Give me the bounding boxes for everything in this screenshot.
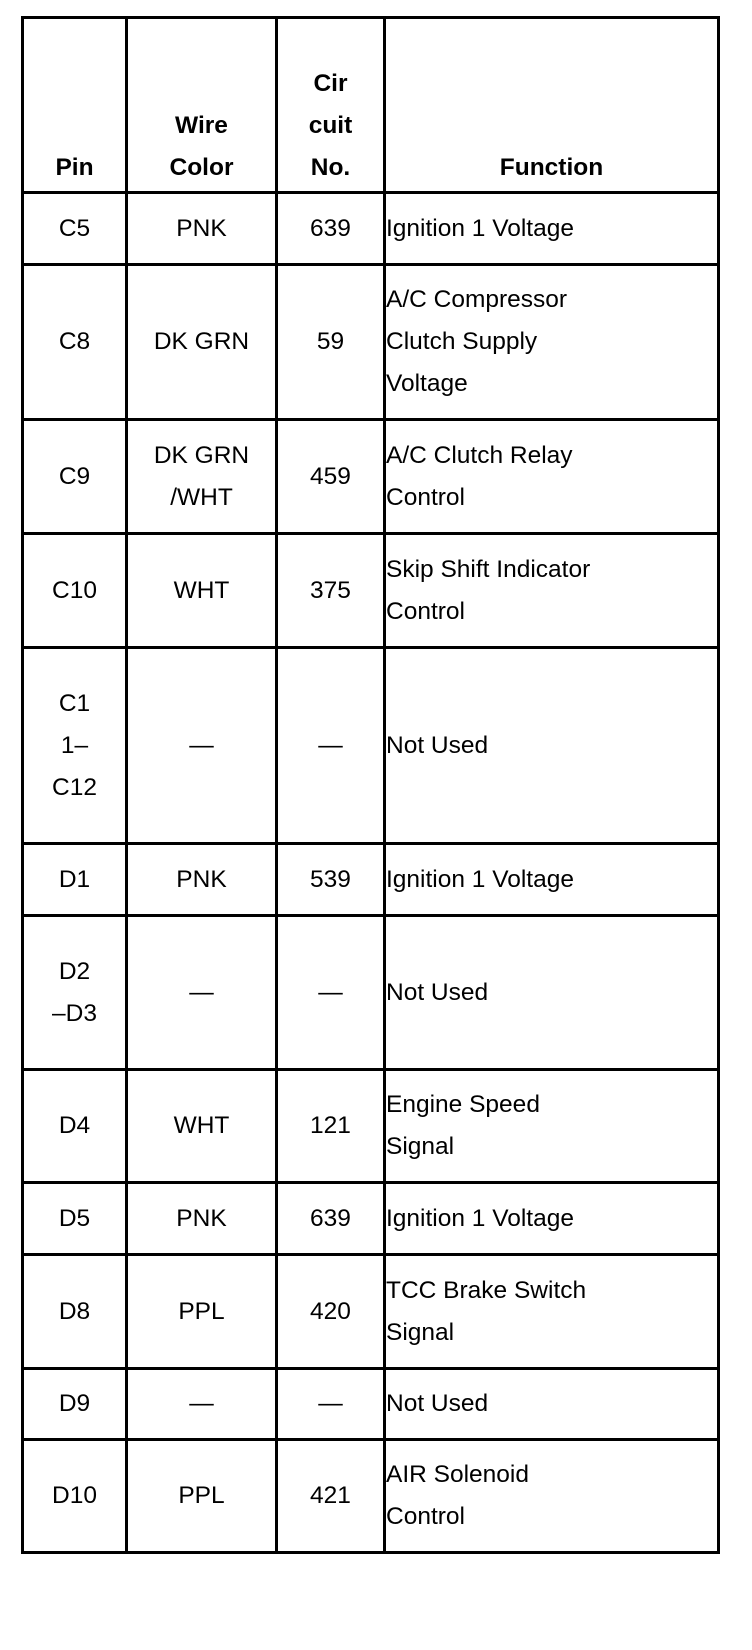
function-cell (385, 265, 719, 420)
pin-value: D4 (58, 1112, 91, 1139)
function-value: Not Used (386, 1390, 489, 1417)
table-row (23, 648, 719, 844)
pin-cell (23, 265, 127, 420)
circuit-no-cell (277, 1255, 385, 1369)
circuit-no-value: 59 (316, 328, 345, 355)
function-cell (385, 844, 719, 916)
wire-color-value: PNK (176, 1204, 227, 1232)
function-value: Not Used (386, 978, 489, 1006)
connector-pin-table (21, 16, 720, 1554)
pin-value: C8 (58, 328, 91, 355)
circuit-no-cell (277, 1369, 385, 1440)
function-value: Engine Speed Signal (386, 1091, 540, 1160)
circuit-no-value: — (318, 731, 343, 759)
pin-value: D5 (58, 1204, 91, 1232)
table-row (23, 1440, 719, 1553)
function-value: Ignition 1 Voltage (386, 214, 574, 242)
pin-value: D1 (58, 865, 91, 893)
circuit-no-cell (277, 648, 385, 844)
wire-color-cell (127, 534, 277, 648)
circuit-no-cell (277, 844, 385, 916)
pin-cell (23, 844, 127, 916)
pin-cell (23, 420, 127, 534)
pin-value: D2 –D3 (52, 957, 97, 1027)
function-cell (385, 1070, 719, 1183)
circuit-no-value: 539 (310, 865, 351, 893)
circuit-no-cell (277, 1183, 385, 1255)
circuit-no-cell (277, 1440, 385, 1553)
wire-color-value: WHT (173, 1112, 230, 1139)
wire-color-cell (127, 844, 277, 916)
header-circuit-no-label: Cir cuit No. (308, 70, 353, 181)
pin-cell (23, 1369, 127, 1440)
wire-color-value: PPL (178, 1297, 225, 1325)
pin-value: C5 (58, 214, 91, 242)
function-value: A/C Clutch Relay Control (386, 441, 573, 511)
function-cell (385, 1183, 719, 1255)
wire-color-value: DK GRN /WHT (153, 441, 250, 511)
wire-color-cell (127, 1255, 277, 1369)
function-cell (385, 534, 719, 648)
pin-cell (23, 1255, 127, 1369)
circuit-no-value: 639 (310, 1204, 351, 1232)
wire-color-value: — (189, 1390, 214, 1417)
circuit-no-cell (277, 193, 385, 265)
circuit-no-value: 639 (310, 214, 351, 242)
pin-value: C10 (52, 576, 97, 604)
table-row (23, 193, 719, 265)
table-row (23, 916, 719, 1070)
header-circuit-no (277, 18, 385, 193)
header-function-label: Function (499, 154, 604, 181)
header-wire-color-label: Wire Color (169, 112, 234, 181)
function-value: A/C Compressor Clutch Supply Voltage (386, 286, 568, 397)
circuit-no-value: — (318, 1390, 343, 1417)
wire-color-value: PNK (176, 214, 227, 242)
table-row (23, 1070, 719, 1183)
function-value: AIR Solenoid Control (386, 1461, 530, 1530)
function-cell (385, 648, 719, 844)
header-wire-color (127, 18, 277, 193)
circuit-no-value: 421 (310, 1482, 351, 1509)
pin-value: D9 (58, 1390, 91, 1417)
wire-color-cell (127, 420, 277, 534)
header-function (385, 18, 719, 193)
table-row (23, 265, 719, 420)
wire-color-value: DK GRN (153, 328, 250, 355)
pin-cell (23, 1070, 127, 1183)
function-cell (385, 193, 719, 265)
circuit-no-value: 121 (310, 1112, 351, 1139)
circuit-no-cell (277, 420, 385, 534)
pin-cell (23, 1183, 127, 1255)
wire-color-cell (127, 193, 277, 265)
pin-value: C1 1– C12 (52, 689, 97, 801)
table-row (23, 1183, 719, 1255)
pin-cell (23, 1440, 127, 1553)
function-value: Ignition 1 Voltage (386, 865, 574, 893)
pin-value: D10 (52, 1482, 97, 1509)
wire-color-cell (127, 916, 277, 1070)
header-pin (23, 18, 127, 193)
header-pin-label: Pin (55, 154, 94, 181)
table-row (23, 1255, 719, 1369)
pin-value: C9 (58, 462, 91, 490)
function-value: Skip Shift Indicator Control (386, 555, 591, 625)
pin-cell (23, 648, 127, 844)
table-row (23, 534, 719, 648)
wire-color-cell (127, 648, 277, 844)
table-header-row (23, 18, 719, 193)
circuit-no-cell (277, 916, 385, 1070)
function-value: TCC Brake Switch Signal (386, 1276, 587, 1346)
table-row (23, 1369, 719, 1440)
circuit-no-value: — (318, 978, 343, 1006)
pin-value: D8 (58, 1297, 91, 1325)
wire-color-value: PNK (176, 865, 227, 893)
pin-cell (23, 534, 127, 648)
pin-cell (23, 916, 127, 1070)
circuit-no-value: 459 (310, 462, 351, 490)
wire-color-value: — (189, 731, 214, 759)
function-cell (385, 1440, 719, 1553)
function-cell (385, 420, 719, 534)
wire-color-value: — (189, 978, 214, 1006)
function-cell (385, 1369, 719, 1440)
circuit-no-value: 420 (310, 1297, 351, 1325)
function-value: Ignition 1 Voltage (386, 1204, 574, 1232)
wire-color-cell (127, 1440, 277, 1553)
circuit-no-cell (277, 1070, 385, 1183)
function-value: Not Used (386, 731, 489, 759)
circuit-no-cell (277, 265, 385, 420)
wire-color-value: WHT (173, 576, 230, 604)
table-row (23, 420, 719, 534)
circuit-no-cell (277, 534, 385, 648)
wire-color-cell (127, 265, 277, 420)
function-cell (385, 916, 719, 1070)
pin-cell (23, 193, 127, 265)
wire-color-cell (127, 1183, 277, 1255)
function-cell (385, 1255, 719, 1369)
wire-color-cell (127, 1369, 277, 1440)
circuit-no-value: 375 (310, 576, 351, 604)
wire-color-cell (127, 1070, 277, 1183)
table-row (23, 844, 719, 916)
wire-color-value: PPL (178, 1482, 225, 1509)
